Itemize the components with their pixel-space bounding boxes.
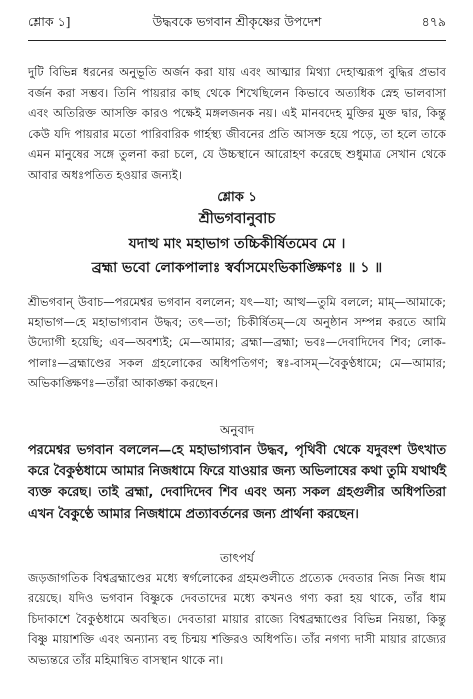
translation-heading: অনুবাদ xyxy=(219,423,255,437)
verse-line-1: যদাত্থ মাং মহাভাগ তচ্চিকীর্ষিতমেব মে । xyxy=(128,236,346,252)
running-header xyxy=(28,14,446,34)
verse-speaker: শ্রীভগবানুবাচ xyxy=(198,211,276,227)
purport-paragraph: জড়জাগতিক বিশ্বব্রহ্মাণ্ডের মধ্যে স্বর্গলোকের গ্রহমণ্ডলীতে প্রত্যেক দেবতার নিজ নিজ ধাম রয়েছে। যদিও ভগবান বিষ্ণুকে দেবতাদের মধ্যে কখনও গণ্য করা হয় থাকে, তাঁর ধাম চিদাকাশে বৈকুণ্ঠধামে অবস্থিত। দেবতারা মায়ার রাজ্যে বিশ্বব্রহ্মাণ্ডের বিভিন্ন নিয়ন্তা, কিন্তু বিষ্ণু মায়াশক্তি এবং অন্যান্য বহু চিন্ময় শক্তিরও অধিপতি। তাঁর নগণ্য দাসী মায়ার রাজ্যের অভ্যন্তরে তাঁর মহিমান্বিত বাসস্থান থাকে না। xyxy=(28,571,446,667)
verse-line-2: ব্রহ্মা ভবো লোকপালাঃ স্বর্বাসমেংভিকাঙ্ক্ষিণঃ ॥ ১ ॥ xyxy=(91,260,383,276)
header-rule xyxy=(28,40,446,41)
header-verse-ref: শ্লোক ১] xyxy=(28,14,71,29)
header-title: উদ্ধবকে ভগবান শ্রীকৃষ্ণের উপদেশ xyxy=(152,14,322,29)
verse-number: শ্লোক ১ xyxy=(217,190,257,205)
purport-heading: তাৎপর্য xyxy=(220,551,254,565)
synonyms-paragraph: শ্রীভগবান্ উবাচ—পরমেশ্বর ভগবান বললেন; যৎ—যা; আত্থ—তুমি বললে; মাম্—আমাকে; মহাভাগ—হে মহাভাগ্যবান উদ্ধব; তৎ—তা; চিকীর্ষিতম্—যে অনুষ্ঠান সম্পন্ন করতে আমি উদ্যোগী হয়েছি; এব—অবশ্যই; মে—আমার; ব্রহ্মা—ব্রহ্মা; ভবঃ—দেবাদিদেব শিব; লোক-পালাঃ—ব্রহ্মাণ্ডের সকল গ্রহলোকের অধিপতিগণ; স্বঃ-বাসম্—বৈকুণ্ঠধামে; মে—আমার; অভিকাঙ্ক্ষিণঃ—তাঁরা আকাঙ্ক্ষা করছেন। xyxy=(28,295,446,390)
translation-paragraph: পরমেশ্বর ভগবান বললেন—হে মহাভাগ্যবান উদ্ধব, পৃথিবী থেকে যদুবংশ উৎখাত করে বৈকুণ্ঠধামে আমার নিজধামে ফিরে যাওয়ার জন্য অভিলাষের কথা তুমি যথার্থই ব্যক্ত করেছ। তাই ব্রহ্মা, দেবাদিদেব শিব এবং অন্য সকল গ্রহগুলীর অধিপতিরা এখন বৈকুণ্ঠে আমার নিজধামে প্রত্যাবর্তনের জন্য প্রার্থনা করছেন। xyxy=(28,443,446,522)
intro-paragraph: দুটি বিভিন্ন ধরনের অনুভূতি অর্জন করা যায় এবং আত্মার মিথ্যা দেহাত্মরূপ বুদ্ধির প্রভাব বর্জন করা সম্ভব। তিনি পায়রার কাছ থেকে শিখেছিলেন কিভাবে অত্যধিক স্নেহ ভালবাসা এবং অতিরিক্ত আসক্তি কারও পক্ষেই মঙ্গলজনক নয়। এই মানবদেহ মুক্তির মুক্ত দ্বার, কিন্তু কেউ যদি পায়রার মতো পারিবারিক গার্হস্থ্য জীবনের প্রতি আসক্ত হয়ে পড়ে, তা হলে তাকে এমন মানুষের সঙ্গে তুলনা করা চলে, যে উচ্চস্থানে আরোহণ করেছে শুধুমাত্র সেখান থেকে আবার অধঃপতিত হওয়ার জন্যই। xyxy=(28,65,446,182)
page-number: ৪৭৯ xyxy=(421,14,446,29)
